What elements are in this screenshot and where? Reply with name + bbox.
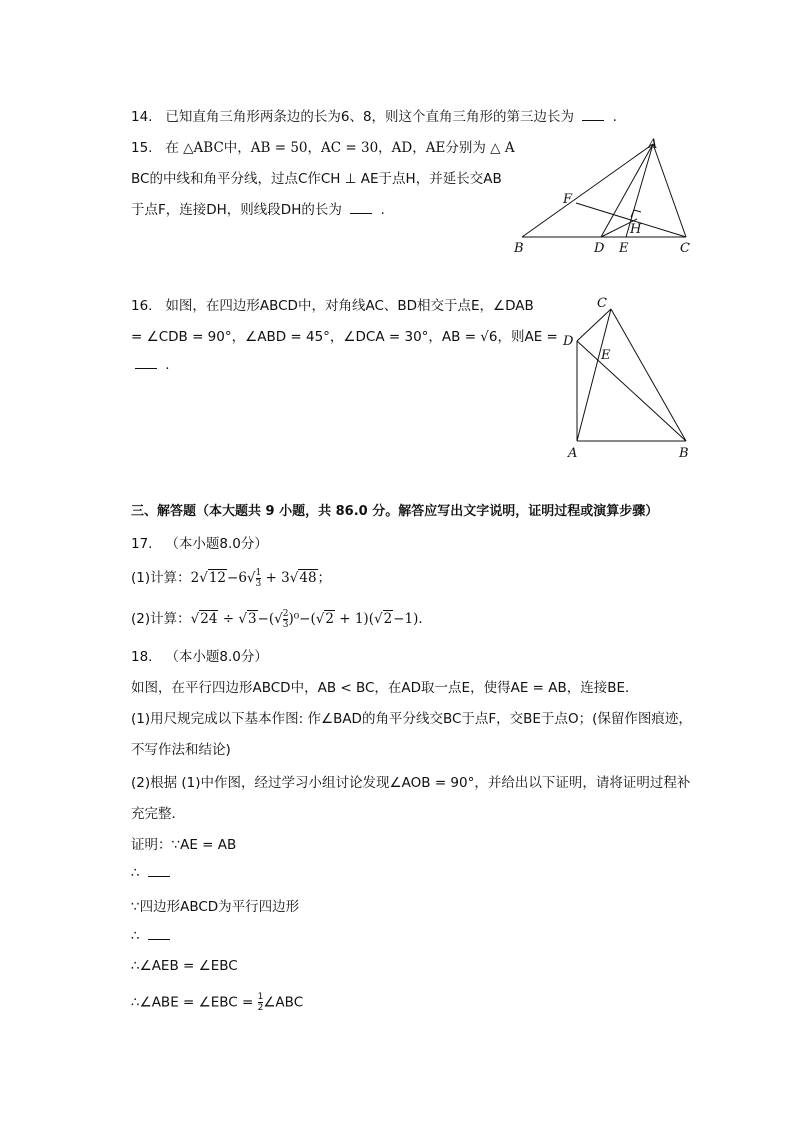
q14-line bbox=[131, 105, 617, 125]
q15-label-b: B bbox=[514, 241, 524, 256]
q15-text-line3: 于点F，连接DH，则线段DH的长为 bbox=[131, 202, 342, 218]
q17-p1-minus: −6 bbox=[227, 570, 247, 586]
q15-label-d: D bbox=[594, 241, 605, 256]
q18-intro: 如图，在平行四边形ABCD中，AB < BC，在AD取一点E，使得AE = AB，连接BE． bbox=[131, 680, 639, 696]
q17-p2-expression: √24 ÷ √3−(√ $\frac{2}{3}$ )⁰−(√2 + 1)(√2−1)． bbox=[190, 609, 432, 630]
q18-number: 18. bbox=[131, 649, 153, 665]
q14-end: . bbox=[612, 109, 617, 125]
q15-label-a: A bbox=[648, 137, 658, 152]
q15-label-h: H bbox=[630, 222, 642, 237]
q16-line1 bbox=[131, 294, 534, 314]
q18-proof6-den: 2 bbox=[257, 1003, 264, 1013]
q17-p2-label: (2)计算： bbox=[131, 611, 191, 627]
q18-proof-blank-1[interactable] bbox=[148, 864, 170, 877]
q17-p1-frac-den: 3 bbox=[255, 579, 262, 589]
q17-p1-label: (1)计算： bbox=[131, 570, 191, 586]
q18-proof-therefore-2: ∴ bbox=[131, 928, 140, 944]
q17-p2-mid: + 1)( bbox=[334, 611, 374, 627]
q14-number: 14. bbox=[131, 109, 153, 125]
q18-proof-line5: ∴∠AEB = ∠EBC bbox=[131, 958, 238, 974]
q16-answer-blank[interactable] bbox=[135, 356, 157, 369]
q17-p1-end: ； bbox=[317, 570, 332, 586]
q15-text-line1: 在 △ABC中，AB = 50，AC = 30，AD，AE分别为 △ A bbox=[165, 140, 515, 156]
q14-answer-blank[interactable] bbox=[582, 108, 604, 121]
q16-label-d: D bbox=[563, 334, 574, 349]
q16-label-a: A bbox=[568, 446, 578, 461]
q15-text-line2: BC的中线和角平分线，过点C作CH ⊥ AE于点H，并延长交AB bbox=[131, 171, 502, 187]
q16-text-line1: 如图，在四边形ABCD中，对角线AC、BD相交于点E，∠DAB bbox=[165, 298, 534, 314]
q15-answer-blank[interactable] bbox=[350, 201, 372, 214]
q15-line1 bbox=[131, 136, 515, 156]
q17-p1-coef: 2 bbox=[190, 570, 200, 586]
q17-p1-plus: + 3 bbox=[261, 570, 290, 586]
q17-p2-radicand-1: 24 bbox=[200, 611, 218, 627]
q15-figure bbox=[505, 135, 705, 257]
q16-segment-dc bbox=[577, 309, 611, 341]
q18-proof-line3: ∵四边形ABCD为平行四边形 bbox=[131, 899, 300, 915]
q16-label-e: E bbox=[601, 348, 611, 363]
q16-end: . bbox=[165, 357, 170, 373]
q17-part1 bbox=[131, 566, 331, 589]
q17-p2-radicand-2: 3 bbox=[247, 611, 257, 627]
q18-proof-blank-2[interactable] bbox=[148, 927, 170, 940]
q17-p2-power: )⁰−( bbox=[288, 611, 316, 627]
q18-proof6-left: ∴∠ABE = ∠EBC = bbox=[131, 994, 258, 1011]
q15-label-f: F bbox=[563, 192, 573, 207]
q16-text-line2: = ∠CDB = 90°，∠ABD = 45°，∠DCA = 30°，AB = √6，则AE = bbox=[131, 329, 558, 345]
q18-proof-line4 bbox=[131, 927, 174, 944]
q17-p2-div: ÷ bbox=[218, 611, 239, 627]
q17-p2-minus: −( bbox=[257, 611, 275, 627]
q17-header bbox=[131, 532, 268, 552]
q14-text: 已知直角三角形两条边的长为6、8，则这个直角三角形的第三边长为 bbox=[165, 109, 575, 125]
q15-segment-ad bbox=[601, 144, 653, 237]
q15-line3 bbox=[131, 198, 385, 218]
q18-proof6-num: 1 bbox=[257, 992, 264, 1002]
q18-p2-line1: (2)根据 (1)中作图，经过学习小组讨论发现∠AOB = 90°，并给出以下证明，请将证明过程补 bbox=[131, 775, 691, 791]
q17-p1-radicand-1: 12 bbox=[208, 570, 227, 586]
q15-label-c: C bbox=[680, 241, 690, 256]
q17-p1-frac-num: 1 bbox=[255, 568, 262, 578]
q17-p2-frac-num: 2 bbox=[282, 609, 289, 619]
q15-label-e: E bbox=[619, 241, 629, 256]
q16-figure bbox=[555, 293, 705, 465]
q17-p1-expression: 2√12−6√ $\frac{1}{3}$ + 3√48 bbox=[190, 568, 317, 589]
q17-part2 bbox=[131, 607, 432, 630]
q15-end: . bbox=[380, 202, 385, 218]
q17-number: 17. bbox=[131, 536, 153, 552]
q16-segment-cb bbox=[611, 309, 686, 441]
q15-segment-ac bbox=[653, 144, 686, 237]
q18-p1-line2: 不写作法和结论) bbox=[131, 742, 231, 758]
q17-p2-frac-den: 3 bbox=[282, 620, 289, 630]
q18-proof-line6 bbox=[131, 992, 303, 1013]
q18-proof-line2 bbox=[131, 864, 174, 881]
q18-proof-line1: 证明：∵AE = AB bbox=[131, 837, 237, 853]
q17-p2-radicand-3: 2 bbox=[325, 611, 334, 627]
q18-header bbox=[131, 645, 268, 665]
q16-label-c: C bbox=[597, 296, 607, 311]
q17-score: （本小题8.0分） bbox=[165, 536, 268, 552]
q16-number: 16. bbox=[131, 298, 153, 314]
q18-p1-line1: (1)用尺规完成以下基本作图: 作∠BAD的角平分线交BC于点F，交BE于点O；(保留作图痕迹， bbox=[131, 711, 692, 727]
q18-score: （本小题8.0分） bbox=[165, 649, 268, 665]
q18-proof-therefore-1: ∴ bbox=[131, 865, 140, 881]
q17-p1-radicand-2: 48 bbox=[299, 570, 317, 586]
q16-line3 bbox=[131, 356, 170, 373]
q17-p2-end: −1)． bbox=[393, 611, 432, 627]
q18-proof6-right: ∠ABC bbox=[263, 994, 304, 1011]
q18-p2-line2: 充完整． bbox=[131, 806, 185, 822]
section-3-title: 三、解答题（本大题共 9 小题，共 86.0 分。解答应写出文字说明，证明过程或演算步骤） bbox=[131, 504, 659, 519]
q15-number: 15. bbox=[131, 140, 153, 156]
q16-segment-ac bbox=[577, 309, 611, 441]
q17-p2-radicand-4: 2 bbox=[383, 611, 393, 627]
q16-label-b: B bbox=[679, 446, 689, 461]
q16-segment-db bbox=[577, 341, 686, 441]
